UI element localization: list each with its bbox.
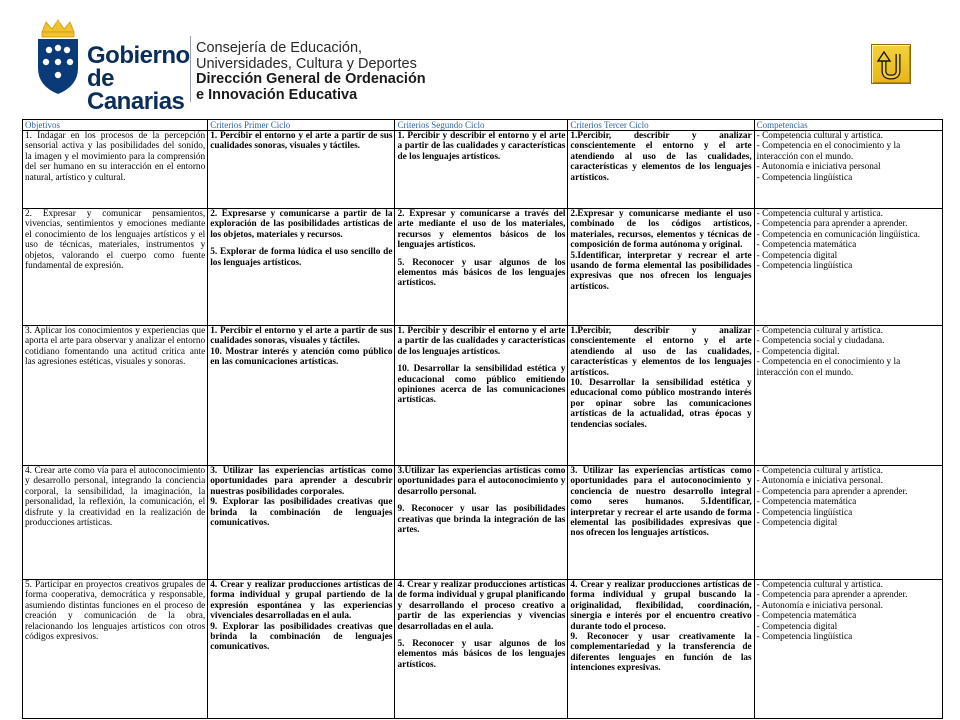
dept-line-4: e Innovación Educativa [196,86,358,103]
criteria-cell: 2.Expresar y comunicarse mediante el uso combinado de los códigos artísticos, materiales, recursos, elementos y técnicas de composición de forma autónoma y original. 5.Identificar, interpretar y recrear el arte usando de forma elemental las posibilidades expresivas que nos ofrecen los lenguajes artísticos. [568,209,754,326]
criteria-cell: 1. Percibir el entorno y el arte a partir de sus cualidades sonoras, visuales y táctiles. 10. Mostrar interés y atención como público en las comunicaciones artísticas. [208,326,395,466]
criteria-cell: 4. Crear y realizar producciones artísticas de forma individual y grupal buscando la originalidad, flexibilidad, coordinación, sinergia e interés por el encuentro creativo durante todo el proceso. 9. Reconocer y usar creativamente la complementariedad y la transferencia de diferentes lenguajes en función de las intenciones expresivas. [568,580,754,719]
table-header-row [23,120,943,131]
criteria-cell: 1.Percibir, describir y analizar conscientemente el entorno y el arte atendiendo al uso de las cualidades, características y elementos de los lenguajes artísticos. 10. Desarrollar la sensibilidad estética y educacional como público mostrando interés por opinar sobre las comunicaciones artísticas de la actualidad, otras épocas y tendencias sociales. [568,326,754,466]
competencies-cell: - Competencia cultural y artística. - Competencia social y ciudadana. - Competencia digital. - Competencia en el conocimiento y la interacción con el mundo. [754,326,942,466]
criteria-cell: 1. Percibir el entorno y el arte a partir de sus cualidades sonoras, visuales y táctiles. [208,131,395,209]
organization-name [87,44,190,113]
competencies-cell: - Competencia cultural y artística. - Competencia para aprender a aprender. - Competencia en comunicación lingüística. - Competencia matemática - Competencia digital - Competencia lingüística [754,209,942,326]
criteria-cell: 3. Utilizar las experiencias artísticas como oportunidades para el autoconocimiento y conciencia de nuestro desarrollo integral como seres humanos. 5.Identificar, interpretar y recrear el arte usando de forma elemental las posibilidades expresivas que nos ofrecen los lenguajes artísticos. [568,466,754,580]
objective-cell: 4. Crear arte como vía para el autoconocimiento y desarrollo personal, integrando la conciencia corporal, la sensibilidad, la imaginación, la personalidad, la reflexión, la comunicación, el disfrute y la creatividad en la realización de producciones artísticas. [23,466,208,580]
criteria-cell: 4. Crear y realizar producciones artísticas de forma individual y grupal planificando y desarrollando el proceso creativo a partir de las experiencias y vivencias desarrolladas en el aula. 5. Reconocer y usar algunos de los elementos más básicos de los lenguajes artísticos. [395,580,568,719]
column-header: Criterios Primer Ciclo [208,120,395,131]
criteria-cell: 3. Utilizar las experiencias artísticas como oportunidades para aprender a descubrir nuestras posibilidades corporales. 9. Explorar las posibilidades creativas que brinda la combinación de lenguajes comunicativos. [208,466,395,580]
objective-cell: 2. Expresar y comunicar pensamientos, vivencias, sentimientos y emociones mediante el conocimiento de los lenguajes artísticos y el uso de técnicas, materiales, instrumentos y objetos, valorando el cuerpo como fuente fundamental de expresión. [23,209,208,326]
table-row [23,326,943,466]
table-row [23,209,943,326]
page-header [0,0,960,118]
criteria-cell: 1.Percibir, describir y analizar conscientemente el entorno y el arte atendiendo al uso de las cualidades, características y elementos de los lenguajes artísticos. [568,131,754,209]
criteria-cell: 1. Percibir y describir el entorno y el arte a partir de las cualidades y características de los lenguajes artísticos. [395,131,568,209]
objective-cell: 5. Participar en proyectos creativos grupales de forma cooperativa, democrática y responsable, asumiendo distintas funciones en el proceso de creación y comunicación de la obra, relacionando los lenguajes artísticos con otros códigos expresivos. [23,580,208,719]
criteria-cell: 2. Expresarse y comunicarse a partir de la exploración de las posibilidades artísticas de los objetos, materiales y recursos. 5. Explorar de forma lúdica el uso sencillo de los lenguajes artísticos. [208,209,395,326]
column-header: Criterios Segundo Ciclo [395,120,568,131]
competencies-cell: - Competencia cultural y artística. - Competencia para aprender a aprender. - Autonomía e iniciativa personal. - Competencia matemática - Competencia digital - Competencia lingüística [754,580,942,719]
criteria-cell: 3.Utilizar las experiencias artísticas como oportunidades para el autoconocimiento y desarrollo personal. 9. Reconocer y usar las posibilidades creativas que brinda la integración de las artes. [395,466,568,580]
table-row [23,131,943,209]
gobierno-canarias-logo [32,18,190,115]
canarias-crest-icon [32,18,84,96]
objective-cell: 1. Indagar en los procesos de la percepción sensorial activa y las posibilidades del sonido, la imagen y el movimiento para la comprensión del ser humano en su interacción en el entorno natural, artístico y cultural. [23,131,208,209]
column-header: Objetivos [23,120,208,131]
criteria-table [22,119,943,719]
u-turn-back-icon [875,48,907,80]
column-header: Competencias [754,120,942,131]
dept-line-1: Consejería de Educación, [196,40,363,56]
table-row [23,466,943,580]
org-line-2: de Canarias [87,65,185,115]
org-line-1: Gobierno [87,42,190,69]
criteria-cell: 1. Percibir y describir el entorno y el arte a partir de las cualidades y características de los lenguajes artísticos. 10. Desarrollar la sensibilidad estética y educacional como público emitiendo opiniones acerca de las comunicaciones artísticas. [395,326,568,466]
competencies-cell: - Competencia cultural y artística. - Competencia en el conocimiento y la interacción con el mundo. - Autonomía e iniciativa personal - Competencia lingüística [754,131,942,209]
department-name [196,41,426,103]
back-button[interactable] [871,44,911,84]
dept-line-2: Universidades, Cultura y Deportes [196,55,417,72]
column-header: Criterios Tercer Ciclo [568,120,754,131]
header-divider [190,36,191,102]
objective-cell: 3. Aplicar los conocimientos y experiencias que aporta el arte para observar y analizar el entorno cotidiano fomentando una actitud crítica ante las agresiones estéticas, visuales y sonoras. [23,326,208,466]
dept-line-3: Dirección General de Ordenación [196,71,426,87]
competencies-cell: - Competencia cultural y artística. - Autonomía e iniciativa personal. - Competencia para aprender a aprender. - Competencia matemática - Competencia lingüística - Competencia digital [754,466,942,580]
criteria-cell: 4. Crear y realizar producciones artísticas de forma individual y grupal partiendo de la expresión espontánea y las experiencias vivenciales desarrolladas en el aula. 9. Explorar las posibilidades creativas que brinda la combinación de lenguajes comunicativos. [208,580,395,719]
criteria-cell: 2. Expresar y comunicarse a través del arte mediante el uso de los materiales, recursos y elementos básicos de los lenguajes artísticos. 5. Reconocer y usar algunos de los elementos más básicos de los lenguajes artísticos. [395,209,568,326]
table-row [23,580,943,719]
